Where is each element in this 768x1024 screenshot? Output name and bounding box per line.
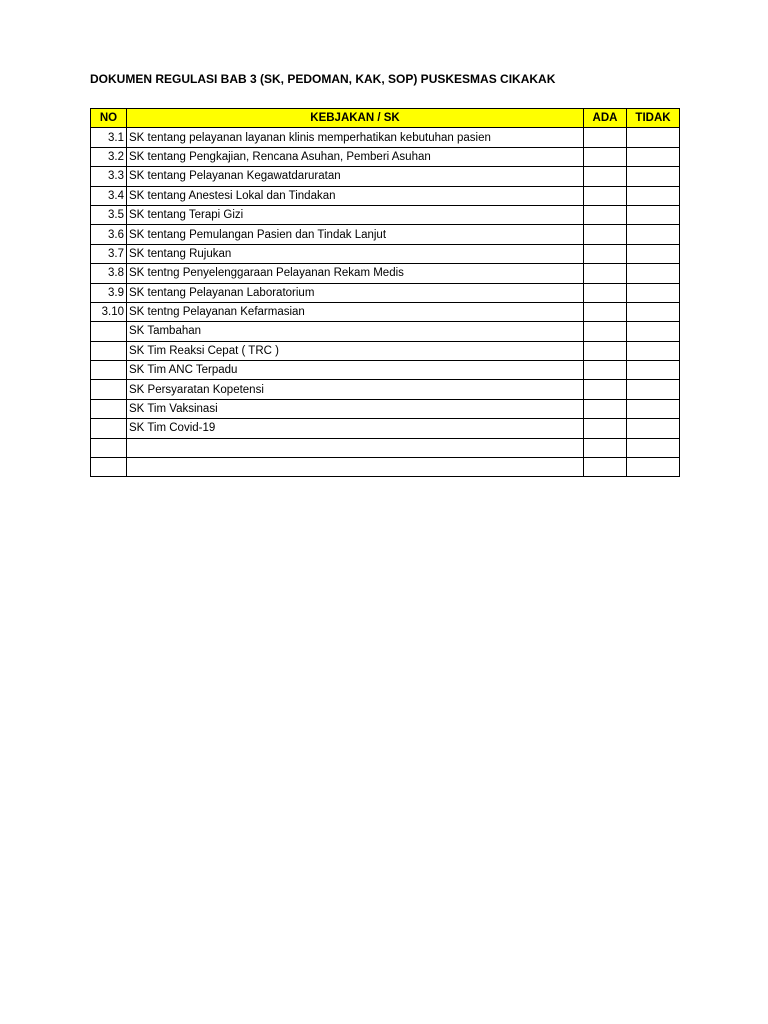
row-ada-check xyxy=(584,264,627,283)
table-row xyxy=(91,438,680,457)
table-row xyxy=(91,167,680,186)
regulation-checklist-table xyxy=(90,108,680,477)
row-tidak-check xyxy=(627,438,680,457)
row-number: 3.3 xyxy=(91,167,127,186)
row-policy: SK Persyaratan Kopetensi xyxy=(127,380,584,399)
row-tidak-check xyxy=(627,399,680,418)
row-policy: SK tentang Terapi Gizi xyxy=(127,205,584,224)
row-number: 3.2 xyxy=(91,147,127,166)
header-ada: ADA xyxy=(584,109,627,128)
row-tidak-check xyxy=(627,186,680,205)
row-tidak-check xyxy=(627,167,680,186)
row-number: 3.1 xyxy=(91,128,127,147)
row-number: 3.9 xyxy=(91,283,127,302)
row-ada-check xyxy=(584,419,627,438)
table-row xyxy=(91,399,680,418)
row-ada-check xyxy=(584,128,627,147)
row-number: 3.10 xyxy=(91,302,127,321)
table-row xyxy=(91,147,680,166)
row-tidak-check xyxy=(627,458,680,477)
row-policy: SK Tambahan xyxy=(127,322,584,341)
row-policy: SK tentang Rujukan xyxy=(127,244,584,263)
row-tidak-check xyxy=(627,361,680,380)
table-row xyxy=(91,341,680,360)
row-policy: SK tentng Penyelenggaraan Pelayanan Rekam Medis xyxy=(127,264,584,283)
row-policy: SK tentang pelayanan layanan klinis memperhatikan kebutuhan pasien xyxy=(127,128,584,147)
row-policy: SK tentang Pelayanan Kegawatdaruratan xyxy=(127,167,584,186)
row-tidak-check xyxy=(627,419,680,438)
row-policy: SK tentang Anestesi Lokal dan Tindakan xyxy=(127,186,584,205)
table-header xyxy=(91,109,680,128)
row-tidak-check xyxy=(627,380,680,399)
row-policy: SK tentng Pelayanan Kefarmasian xyxy=(127,302,584,321)
row-ada-check xyxy=(584,361,627,380)
row-number xyxy=(91,458,127,477)
row-ada-check xyxy=(584,380,627,399)
table-row xyxy=(91,380,680,399)
row-number xyxy=(91,380,127,399)
row-ada-check xyxy=(584,244,627,263)
row-tidak-check xyxy=(627,341,680,360)
row-tidak-check xyxy=(627,205,680,224)
header-row xyxy=(91,109,680,128)
row-tidak-check xyxy=(627,128,680,147)
row-policy: SK tentang Pengkajian, Rencana Asuhan, Pemberi Asuhan xyxy=(127,147,584,166)
row-policy: SK Tim Covid-19 xyxy=(127,419,584,438)
row-policy: SK Tim ANC Terpadu xyxy=(127,361,584,380)
table-row xyxy=(91,458,680,477)
row-ada-check xyxy=(584,205,627,224)
table-row xyxy=(91,186,680,205)
table-body xyxy=(91,128,680,477)
row-ada-check xyxy=(584,302,627,321)
table-row xyxy=(91,283,680,302)
row-number: 3.5 xyxy=(91,205,127,224)
row-number xyxy=(91,322,127,341)
header-no: NO xyxy=(91,109,127,128)
document-title: DOKUMEN REGULASI BAB 3 (SK, PEDOMAN, KAK, SOP) PUSKESMAS CIKAKAK xyxy=(90,72,556,86)
row-ada-check xyxy=(584,322,627,341)
row-ada-check xyxy=(584,147,627,166)
row-number xyxy=(91,361,127,380)
row-policy: SK Tim Reaksi Cepat ( TRC ) xyxy=(127,341,584,360)
row-policy: SK tentang Pelayanan Laboratorium xyxy=(127,283,584,302)
row-number: 3.6 xyxy=(91,225,127,244)
table-row xyxy=(91,225,680,244)
row-tidak-check xyxy=(627,225,680,244)
row-number: 3.7 xyxy=(91,244,127,263)
row-tidak-check xyxy=(627,244,680,263)
table-row xyxy=(91,205,680,224)
row-tidak-check xyxy=(627,302,680,321)
header-policy: KEBJAKAN / SK xyxy=(127,109,584,128)
row-ada-check xyxy=(584,225,627,244)
row-ada-check xyxy=(584,186,627,205)
row-number: 3.8 xyxy=(91,264,127,283)
row-tidak-check xyxy=(627,322,680,341)
table-row xyxy=(91,128,680,147)
table-row xyxy=(91,361,680,380)
row-ada-check xyxy=(584,399,627,418)
header-tidak: TIDAK xyxy=(627,109,680,128)
row-policy: SK tentang Pemulangan Pasien dan Tindak Lanjut xyxy=(127,225,584,244)
row-ada-check xyxy=(584,341,627,360)
row-number xyxy=(91,438,127,457)
row-policy xyxy=(127,438,584,457)
row-policy xyxy=(127,458,584,477)
row-number xyxy=(91,341,127,360)
row-tidak-check xyxy=(627,147,680,166)
row-number xyxy=(91,399,127,418)
row-number xyxy=(91,419,127,438)
row-number: 3.4 xyxy=(91,186,127,205)
table-row xyxy=(91,264,680,283)
table-row xyxy=(91,244,680,263)
row-ada-check xyxy=(584,438,627,457)
row-ada-check xyxy=(584,283,627,302)
table-row xyxy=(91,419,680,438)
row-ada-check xyxy=(584,167,627,186)
row-tidak-check xyxy=(627,283,680,302)
table-row xyxy=(91,322,680,341)
table-row xyxy=(91,302,680,321)
row-tidak-check xyxy=(627,264,680,283)
row-policy: SK Tim Vaksinasi xyxy=(127,399,584,418)
row-ada-check xyxy=(584,458,627,477)
